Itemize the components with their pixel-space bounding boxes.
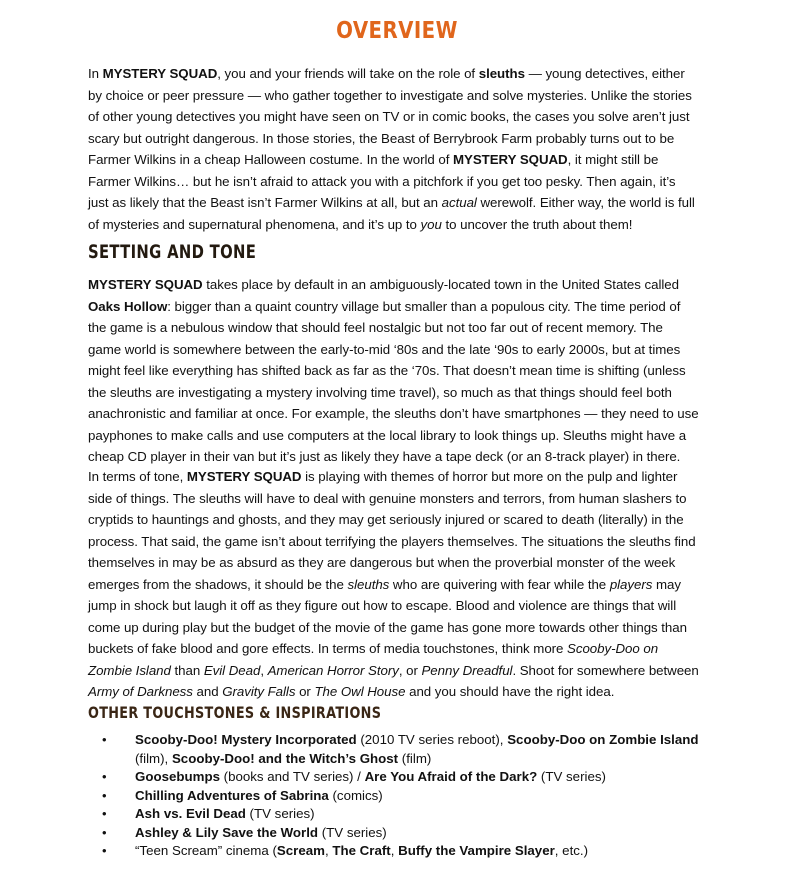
text-line: of other young detectives you might have seen on TV or in comic books, the cases you solve aren’t just <box>88 109 690 124</box>
touchstones-list <box>88 731 728 861</box>
text-line: anachronistic and familiar at once. For example, the sleuths don’t have smartphones — they need to use <box>88 406 699 421</box>
text-line: game world is somewhere between the early-to-mid ‘80s and the late ‘90s to early 2000s, but at times <box>88 341 681 357</box>
text-line: jump in shock but laugh it off as they figure out how to escape. Blood and violence are things that will <box>88 598 677 613</box>
text-line: Army of Darkness and Gravity Falls or The Owl House and you should have the right idea. <box>88 684 615 699</box>
list-item: • Scooby-Doo! Mystery Incorporated (2010 TV series reboot), Scooby-Doo on Zombie Island (film), Scooby-Doo! and the Witch’s Ghost (film) <box>102 732 699 766</box>
text-line: scary but outright dangerous. In those stories, the Beast of Berrybrook Farm probably turns out to be <box>88 130 675 146</box>
text-line: cryptids to hauntings and ghosts, and they may get seriously injured or scared to death (literally) in the <box>88 512 684 527</box>
overview-paragraph <box>88 63 710 235</box>
text-line: In terms of tone, MYSTERY SQUAD is playing with themes of horror but more on the pulp and lighter <box>88 469 678 484</box>
text-line: just as likely that the Beast isn’t Farmer Wilkins at all, but an actual werewolf. Either way, the world is full <box>88 195 695 210</box>
text-line: MYSTERY SQUAD takes place by default in an ambiguously-located town in the United States called <box>88 277 679 292</box>
list-item: • Ash vs. Evil Dead (TV series) <box>88 805 728 824</box>
text-line: side of things. The sleuths will have to deal with genuine monsters and terrors, from human slashers to <box>88 490 687 506</box>
text-line: of mysteries and supernatural phenomena, and it’s up to you to uncover the truth about them! <box>88 216 633 232</box>
text-line: themselves in may be as absurd as they are dangerous but when the proverbial monster of the week <box>88 555 676 570</box>
setting-heading: SETTING AND TONE <box>88 241 257 263</box>
text-line: buckets of fake blood and gore effects. In terms of media touchstones, think more Scooby-Doo on <box>88 641 659 656</box>
text-line: Farmer Wilkins in a cheap Halloween costume. In the world of MYSTERY SQUAD, it might still be <box>88 152 659 167</box>
touchstones-heading: OTHER TOUCHSTONES & INSPIRATIONS <box>88 703 382 722</box>
text-line: process. That said, the game isn’t about terrifying the players themselves. The situations the sleuths find <box>88 533 696 549</box>
text-line: Oaks Hollow: bigger than a quaint country village but smaller than a populous city. The time period of <box>88 298 681 314</box>
list-item: • Goosebumps (books and TV series) / Are You Afraid of the Dark? (TV series) <box>88 768 728 787</box>
list-item: • Ashley & Lily Save the World (TV series) <box>88 824 728 843</box>
text-line: the game is a nebulous window that should feel nostalgic but not too far out of recent memory. The <box>88 320 663 335</box>
text-line: Zombie Island than Evil Dead, American Horror Story, or Penny Dreadful. Shoot for somewhere between <box>88 662 699 678</box>
overview-heading: OVERVIEW <box>336 18 458 44</box>
bullet-icon: • <box>102 843 107 858</box>
text-line: the sleuths are investigating a mystery involving time travel), so much as that things should feel both <box>88 384 672 400</box>
list-item: • “Teen Scream” cinema (Scream, The Craft, Buffy the Vampire Slayer, etc.) <box>88 842 728 861</box>
text-line: come up during play but the budget of the movie of the game has gone more towards other things than <box>88 619 687 635</box>
bullet-icon: • <box>102 732 107 747</box>
bullet-icon: • <box>102 769 107 784</box>
bullet-icon: • <box>102 806 107 821</box>
text-line: Farmer Wilkins… but he isn’t afraid to attack you with a pitchfork if you get too pesky. Then again, it’s <box>88 173 676 189</box>
text-line: by choice or peer pressure — who gather together to investigate and solve mysteries. Unlike the stories <box>88 87 692 103</box>
text-line: might feel like everything has shifted back as far as the ‘70s. That doesn’t mean time is shifting (unless <box>88 363 686 378</box>
bullet-icon: • <box>102 824 107 840</box>
text-line: cheap CD player in their van but it’s just as likely they have a tape deck (or an 8-track player) in there. <box>88 449 681 464</box>
list-item: • Chilling Adventures of Sabrina (comics) <box>88 787 728 806</box>
setting-paragraph <box>88 274 710 468</box>
text-line: emerges from the shadows, it should be the sleuths who are quivering with fear while the players may <box>88 576 681 592</box>
bullet-icon: • <box>102 787 107 803</box>
text-line: In MYSTERY SQUAD, you and your friends will take on the role of sleuths — young detectives, either <box>88 66 685 81</box>
tone-paragraph <box>88 466 710 703</box>
text-line: payphones to make calls and use computers at the local library to look things up. Sleuths might have a <box>88 427 687 443</box>
